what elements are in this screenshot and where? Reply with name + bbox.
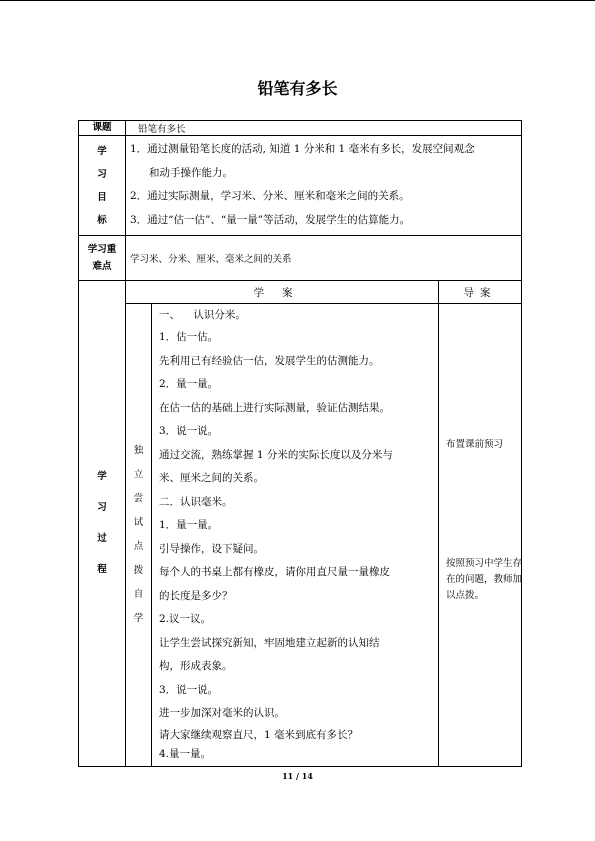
goals-content [126, 136, 522, 236]
content-line: 3．说一说。 [159, 425, 219, 437]
goals-label-char: 标 [97, 214, 107, 226]
goals-label [79, 136, 126, 236]
guide-content [439, 304, 522, 767]
topic-row [79, 121, 522, 136]
content-line: 1．估一估。 [159, 331, 219, 343]
content-line: 每个人的书桌上都有橡皮，请你用直尺量一量橡皮 [159, 566, 390, 578]
process-label-char: 学 [97, 471, 107, 483]
content-line: 构，形成表象。 [159, 660, 233, 672]
self-study-char: 拨 [133, 564, 144, 576]
content-line: 的长度是多少？ [159, 589, 233, 602]
lesson-plan-table [78, 120, 522, 767]
top-rule [0, 0, 595, 1]
content-line: 请大家继续观察直尺，1 毫米到底有多长？ [159, 728, 359, 741]
process-label-char: 过 [97, 533, 107, 545]
content-line: 3．说一说。 [159, 683, 219, 696]
guide-note-coaching: 按照预习中学生存在的问题，教师加以点拨。 [446, 558, 523, 601]
key-points-value: 学习米、分米、厘米、毫米之间的关系 [126, 236, 522, 281]
goals-label-char: 目 [97, 191, 107, 203]
goals-row [79, 136, 522, 236]
content-line: 2．量一量。 [159, 378, 219, 390]
self-study-char: 立 [133, 468, 144, 480]
key-points-label [79, 236, 126, 281]
self-study-char: 自 [133, 588, 144, 600]
self-study-char: 尝 [133, 492, 144, 504]
self-study-char: 学 [133, 612, 144, 624]
goal-line: 3．通过“估一估”、“量一量”等活动，发展学生的估算能力。 [130, 213, 411, 226]
content-line: 通过交流，熟练掌握 1 分米的实际长度以及分米与 [159, 448, 393, 461]
content-line: 进一步加深对毫米的认识。 [159, 707, 285, 719]
content-line: 引导操作，设下疑问。 [159, 542, 264, 555]
process-label-char: 程 [97, 564, 107, 576]
content-line: 1．量一量。 [159, 519, 219, 531]
content-line: 2.议一议。 [159, 613, 212, 625]
guide-column-header: 导案 [439, 281, 522, 304]
content-line: 先利用已有经验估一估，发展学生的估测能力。 [159, 354, 380, 367]
process-body-row [79, 304, 522, 767]
key-points-label-line: 难点 [92, 261, 112, 272]
plan-content [152, 304, 439, 767]
guide-note-preview: 布置课前预习 [446, 439, 504, 450]
content-line: 在估一估的基础上进行实际测量，验证估测结果。 [159, 401, 390, 414]
self-study-char: 独 [133, 444, 144, 456]
goals-label-char: 学 [97, 145, 107, 157]
page-number: 11 / 14 [282, 771, 313, 781]
self-study-label [126, 304, 152, 767]
content-line: 一、 认识分米。 [159, 309, 246, 321]
goal-line: 1．通过测量铅笔长度的活动, 知道 1 分米和 1 毫米有多长，发展空间观念 [130, 143, 475, 155]
process-header-row [79, 281, 522, 304]
key-points-label-line: 学习重 [87, 244, 117, 255]
content-line: 让学生尝试探究新知，牢固地建立起新的认知结 [159, 636, 380, 649]
content-line: 二．认识毫米。 [159, 495, 233, 508]
goals-label-char: 习 [97, 168, 107, 180]
self-study-char: 点 [133, 540, 144, 552]
plan-column-header: 学案 [126, 281, 439, 304]
goal-line: 2．通过实际测量，学习米、分米、厘米和毫米之间的关系。 [130, 190, 410, 202]
content-line: 米、厘米之间的关系。 [159, 472, 264, 484]
topic-label: 课题 [79, 121, 126, 136]
goal-line: 和动手操作能力。 [149, 166, 233, 179]
process-label-char: 习 [97, 502, 107, 514]
content-line: 4.量一量。 [159, 747, 212, 760]
self-study-char: 试 [133, 516, 144, 528]
key-points-row [79, 236, 522, 281]
topic-value: 铅笔有多长 [126, 121, 522, 136]
process-label [79, 281, 126, 767]
page-title: 铅笔有多长 [257, 79, 338, 98]
